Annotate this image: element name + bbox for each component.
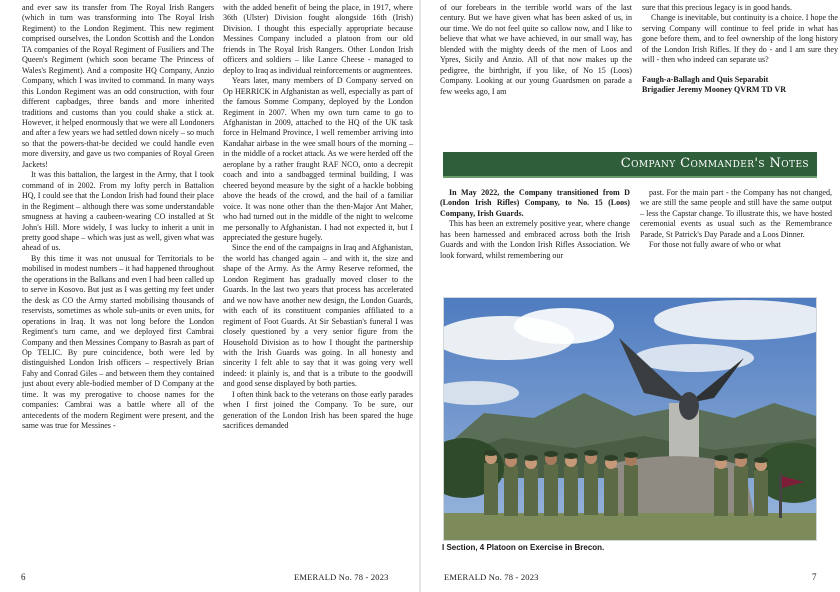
right-page [420, 0, 840, 592]
photo-caption: I Section, 4 Platoon on Exercise in Brecon. [442, 543, 605, 552]
paragraph: with the added benefit of being the place, in 1917, where 36th (Ulster) Division fought alongside 16th (Irish) Division. I thought this especially appropriate because Messines Company included a platoon from our old friends in The Royal Irish Rangers. Other London Irish officers and soldiers – like Lance Cheese - managed to deploy to Iraq as individual reinforcements or augmentees. [223, 3, 413, 75]
paragraph: I often think back to the veterans on those early parades when I first joined the Company. To be sure, our generation of the London Irish has been spared the huge sacrifices demanded [223, 389, 413, 431]
paragraph: Change is inevitable, but continuity is a choice. I hope the serving Company will continue to feel pride in what has gone before them, and to feel ownership of the long history of the London Irish Rifles. If they do - and I am sure they will - then who indeed can separate us? [642, 13, 838, 65]
page-number: 7 [812, 572, 817, 582]
paragraph: Since the end of the campaigns in Iraq and Afghanistan, the world has changed again – and with it, the size and shape of the Army. As the Army Reserve reformed, the London Regiment has gradually moved closer to the Guards. In the last two years that process has accelerated and we now have another new design, the London Guards, with each of its constituent companies affiliated to a regiment of Foot Guards. At Sir Sebastian's funeral I was closely questioned by a very senior figure from the Household Division as to how I thought the partnership with the Irish Guards was going. In all honesty and sincerity I felt able to say that it was going very well indeed: it plainly is, and that is a tribute to the goodwill and good sense displayed by both parties. [223, 243, 413, 389]
paragraph [440, 188, 630, 219]
lead-sentence: In May 2022, the Company transitioned from D (London Irish Rifles) Company, to No. 15 (Loos) Company, Irish Guards. [440, 188, 630, 218]
section-title: Company Commander's Notes [620, 156, 809, 171]
notes-column-2 [640, 188, 832, 251]
signoff-motto: Faugh-a-Ballagh and Quis Separabit Brigadier Jeremy Mooney QVRM TD VR [642, 74, 787, 95]
paragraph: For those not fully aware of who or what [649, 240, 781, 250]
left-column-2 [223, 3, 413, 432]
section-banner [443, 152, 817, 178]
paragraph: past. For the main part - the Company has not changed, we are still the same people and still have the same output – less the Capstar change. To illustrate this, we have hosted ceremonial events as usual such as the Remembrance Parade, St Patrick's Day Parade and a Loos Dinner. [640, 188, 832, 239]
paragraph: By this time it was not unusual for Territorials to be mobilised in modest numbers – it had happened throughout the operations in the Balkans and even I had been called up to serve in Kosovo. But just as I was getting my feet under the desk as CO the Army started mobilising thousands of reservists, sometimes as whole sub-units or even units, for operations in Iraq. It was not long before the London Regiment's turn came, and we deployed first Cambrai Company and then Messines Company to Basrah as part of Op TELIC. By pure coincidence, both were led by distinguished London Irish officers – respectively Brian Fahy and Conrad Giles – and between them they contained just about every able-bodied member of D Company at the time. It was my prerogative to choose names for the companies: Cambrai was a battle where all of the antecedents of the modern Regiment were present, and the same was true for Messines - [22, 253, 214, 431]
paragraph: It was this battalion, the largest in the Army, that I took command of in 2002. From my lofty perch in Battalion HQ, I could see that the London Irish had found their place in the Regiment – although there was some understandable smugness at having a caubeen-wearing CO installed at St John's Hill. More widely, I was lucky to inherit a unit in pretty good shape – which was just as well, given what was ahead of us. [22, 170, 214, 253]
paragraph: of our forebears in the terrible world wars of the last century. But we have given what has been asked of us, in our time. We do not feel quite so callow now, and I like to believe that what we have achieved, in our small way, has blended with the mighty deeds of the men of Loos and Ypres, Sicily and Anzio. All of that now makes up the pedigree, the birthright, if you like, of No 15 (Loos) Company. Looking at our young Guardsmen on parade a few weeks ago, I am [440, 3, 632, 96]
paragraph: Years later, many members of D Company served on Op HERRICK in Afghanistan as well, especially as part of the famous Somme Company, deployed by the London Regiment in 2007. When my own turn came to go to Afghanistan in 2009, attached to the HQ of the UK task force in Helmand Province, I well remember arriving into Kandahar airbase in the wee small hours of the morning – in the middle of a rocket attack. As we were herded off the aeroplane by a rather fraught RAF NCO, onto a decrepit coach and into a sandbagged terminal building, I was cheered beyond measure by the sight of a hackle bobbing above the heads of the crowd, and the hail of a familiar voice. It was none other than the then-Major Ant Maher, who had turned out in the middle of the night to welcome me personally to Afghanistan. I had not expected it, but I appreciated the gesture hugely. [223, 76, 413, 242]
paragraph: This has been an extremely positive year, where change has been harnessed and embraced across both the Irish Guards and with the London Irish Rifles Association. We look forward, whilst remembering our [440, 219, 630, 260]
magazine-footer: EMERALD No. 78 - 2023 [294, 572, 389, 582]
magazine-footer: EMERALD No. 78 - 2023 [444, 572, 539, 582]
left-column-1 [22, 3, 214, 432]
paragraph: sure that this precious legacy is in good hands. [642, 3, 792, 12]
group-photo [443, 297, 817, 541]
notes-column-1 [440, 188, 630, 261]
paragraph: and ever saw its transfer from The Royal Irish Rangers (which in turn was transforming into The Royal Irish Regiment) to the London Regiment. This new regiment comprised ourselves, the London Scottish and the London TA companies of the Royal Regiment of Fusiliers and The Queen's Regiment (which soon became The Princess of Wales's Regiment). And a composite HQ Company, Anzio Company, which I was invited to command. In many ways this London Regiment was an odd construction, with four different capbadges, three bands and more inherited traditions and customs than you could shake a stick at. However, it helped enormously that we were all Londoners and after a few years we had settled down nicely – so much so that the powers-that-be decided we could handle even more diversity, and gave us two companies of Royal Green Jackets! [22, 3, 214, 169]
right-column-1 [440, 3, 632, 97]
right-column-2 [642, 3, 838, 96]
page-number: 6 [21, 572, 26, 582]
